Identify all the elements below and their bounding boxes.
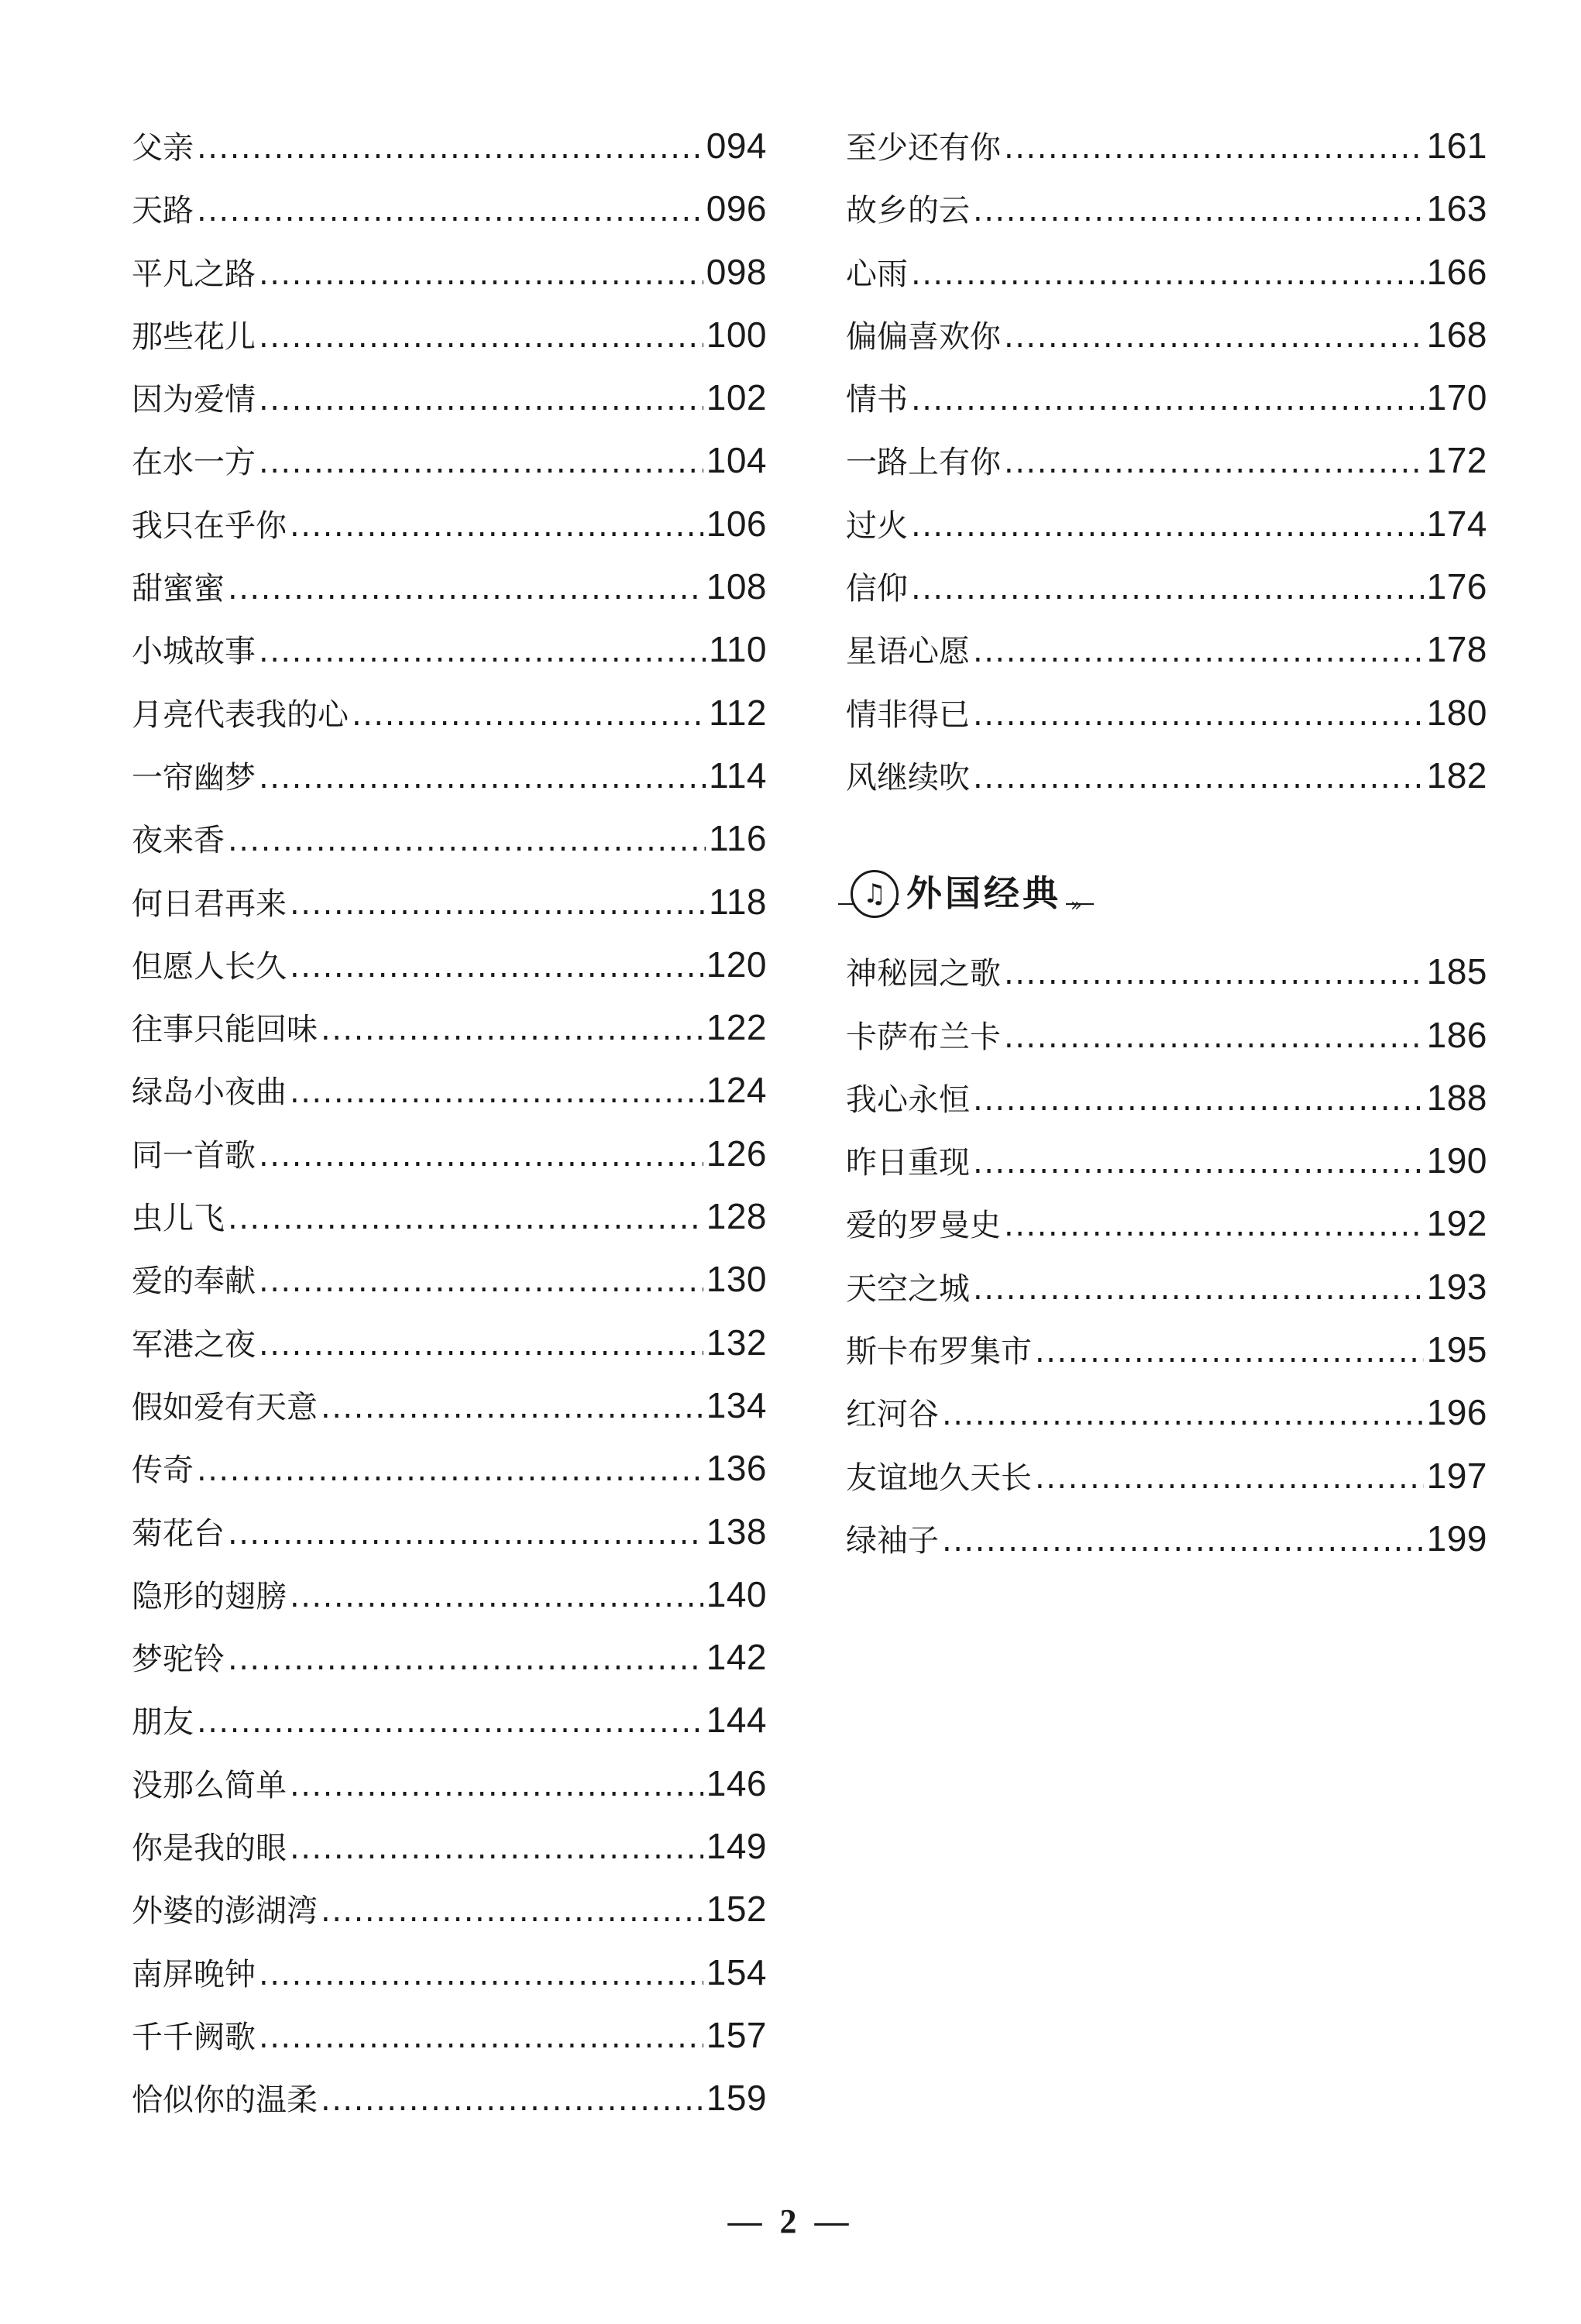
toc-dot-leader	[259, 1125, 703, 1188]
toc-entry-page: 102	[706, 377, 767, 418]
toc-entry-title: 风继续吹	[846, 759, 970, 796]
toc-dot-leader	[228, 1628, 703, 1691]
toc-dot-leader	[290, 495, 703, 558]
toc-entry-title: 父亲	[132, 130, 194, 166]
toc-entry[interactable]	[132, 1248, 767, 1311]
toc-entry[interactable]	[846, 744, 1487, 807]
toc-left-column	[132, 115, 767, 2130]
toc-dot-leader	[973, 1258, 1424, 1321]
toc-entry-page: 174	[1426, 503, 1487, 544]
toc-entry[interactable]	[846, 1004, 1487, 1067]
toc-entry[interactable]	[132, 493, 767, 555]
toc-dot-leader	[228, 810, 706, 872]
toc-dot-leader	[942, 1510, 1424, 1573]
toc-entry-page: 172	[1426, 440, 1487, 481]
toc-dot-leader	[1004, 1195, 1424, 1257]
toc-dot-leader	[1004, 306, 1424, 369]
toc-entry[interactable]	[846, 429, 1487, 492]
toc-entry-page: 180	[1426, 692, 1487, 733]
page-number: — 2 —	[727, 2202, 854, 2240]
toc-dot-leader	[973, 1069, 1424, 1132]
toc-entry[interactable]	[132, 1689, 767, 1752]
toc-dot-leader	[1035, 1447, 1424, 1510]
toc-dot-leader	[290, 1755, 703, 1817]
toc-entry-title: 因为爱情	[132, 382, 256, 418]
toc-entry-title: 在水一方	[132, 445, 256, 481]
toc-entry[interactable]	[846, 366, 1487, 429]
toc-entry-page: 122	[706, 1007, 767, 1048]
toc-entry[interactable]	[846, 940, 1487, 1003]
toc-entry-title: 我心永恒	[846, 1081, 970, 1118]
toc-entry[interactable]	[846, 1318, 1487, 1381]
toc-entry-title: 同一首歌	[132, 1137, 256, 1174]
toc-dot-leader	[911, 558, 1424, 621]
toc-entry[interactable]	[132, 555, 767, 618]
toc-entry[interactable]	[846, 1192, 1487, 1255]
toc-entry[interactable]	[132, 2067, 767, 2130]
toc-entry-page: 096	[706, 188, 767, 229]
toc-dot-leader	[259, 431, 703, 494]
toc-dot-leader	[228, 558, 703, 621]
toc-entry-title: 往事只能回味	[132, 1012, 318, 1048]
toc-entry[interactable]	[132, 1185, 767, 1248]
toc-entry-page: 196	[1426, 1392, 1487, 1433]
toc-entry-page: 112	[709, 692, 767, 733]
toc-entry-title: 情书	[846, 382, 908, 418]
toc-entry-title: 一帘幽梦	[132, 759, 256, 796]
toc-entry[interactable]	[132, 1752, 767, 1815]
toc-dot-leader	[973, 747, 1424, 810]
toc-entry-page: 185	[1426, 951, 1487, 992]
toc-entry-title: 平凡之路	[132, 256, 256, 292]
toc-entry-title: 夜来香	[132, 823, 225, 859]
toc-entry-title: 何日君再来	[132, 885, 287, 922]
toc-dot-leader	[973, 180, 1424, 242]
toc-entry[interactable]	[846, 241, 1487, 304]
toc-entry[interactable]	[132, 1815, 767, 1878]
toc-right-list	[846, 115, 1487, 807]
toc-entry-title: 梦驼铃	[132, 1642, 225, 1678]
toc-entry-title: 那些花儿	[132, 318, 256, 355]
toc-entry-title: 卡萨布兰卡	[846, 1019, 1001, 1055]
toc-entry-title: 一路上有你	[846, 445, 1001, 481]
toc-entry[interactable]	[132, 1312, 767, 1374]
toc-entry-title: 红河谷	[846, 1397, 939, 1433]
toc-dot-leader	[1004, 117, 1424, 180]
toc-entry-page: 124	[706, 1070, 767, 1111]
toc-entry-title: 千千阙歌	[132, 2019, 256, 2055]
toc-entry-page: 193	[1426, 1266, 1487, 1307]
toc-entry-page: 128	[706, 1196, 767, 1237]
toc-entry-page: 134	[706, 1384, 767, 1425]
toc-entry[interactable]	[132, 1374, 767, 1437]
toc-entry[interactable]	[846, 1256, 1487, 1318]
toc-entry[interactable]	[132, 241, 767, 304]
toc-entry-page: 130	[706, 1259, 767, 1300]
toc-entry[interactable]	[846, 115, 1487, 177]
toc-entry-title: 南屏晚钟	[132, 1956, 256, 1992]
toc-entry-page: 166	[1426, 251, 1487, 292]
toc-entry-page: 100	[706, 314, 767, 355]
toc-dot-leader	[259, 1944, 703, 2006]
toc-entry-page: 136	[706, 1448, 767, 1489]
toc-entry-page: 116	[709, 818, 767, 859]
toc-entry-title: 传奇	[132, 1452, 194, 1489]
toc-entry-title: 至少还有你	[846, 130, 1001, 166]
toc-entry-title: 我只在乎你	[132, 507, 287, 544]
toc-entry[interactable]	[846, 493, 1487, 555]
toc-entry-page: 118	[709, 881, 767, 922]
toc-entry-page: 126	[706, 1133, 767, 1174]
toc-entry-page: 152	[706, 1889, 767, 1930]
toc-entry[interactable]	[846, 682, 1487, 744]
toc-entry[interactable]	[132, 429, 767, 492]
toc-entry[interactable]	[132, 1501, 767, 1563]
toc-entry-page: 157	[706, 2014, 767, 2055]
toc-entry-page: 192	[1426, 1203, 1487, 1244]
toc-dot-leader	[321, 1377, 703, 1439]
toc-entry-page: 110	[709, 629, 767, 670]
toc-entry-page: 108	[706, 566, 767, 607]
toc-dot-leader	[290, 1566, 703, 1628]
toc-entry-page: 161	[1426, 125, 1487, 166]
toc-entry-page: 140	[706, 1573, 767, 1614]
toc-entry[interactable]	[132, 1059, 767, 1122]
toc-entry-page: 094	[706, 125, 767, 166]
toc-entry[interactable]	[132, 618, 767, 681]
toc-entry-page: 195	[1426, 1329, 1487, 1370]
toc-entry-title: 你是我的眼	[132, 1831, 287, 1867]
toc-entry[interactable]	[846, 1067, 1487, 1129]
toc-entry-page: 168	[1426, 314, 1487, 355]
toc-dot-leader	[197, 180, 703, 242]
toc-entry-page: 146	[706, 1762, 767, 1803]
toc-entry-page: 114	[709, 755, 767, 796]
toc-entry-title: 偏偏喜欢你	[846, 318, 1001, 355]
toc-entry-title: 天路	[132, 193, 194, 229]
section-title: 外国经典	[899, 865, 1066, 916]
toc-entry-page: 186	[1426, 1014, 1487, 1055]
toc-entry[interactable]	[846, 304, 1487, 366]
toc-dot-leader	[290, 873, 706, 936]
toc-dot-leader	[321, 999, 703, 1061]
toc-dot-leader	[1004, 431, 1424, 494]
toc-entry-title: 绿岛小夜曲	[132, 1074, 287, 1111]
toc-entry-page: 120	[706, 944, 767, 985]
toc-entry-title: 朋友	[132, 1704, 194, 1741]
toc-entry[interactable]	[132, 744, 767, 807]
toc-entry-title: 菊花台	[132, 1515, 225, 1552]
toc-entry-title: 心雨	[846, 256, 908, 292]
toc-dot-leader	[259, 747, 706, 810]
toc-dot-leader	[321, 2069, 703, 2132]
toc-entry-page: 149	[706, 1826, 767, 1867]
toc-entry-page: 178	[1426, 629, 1487, 670]
toc-entry-title: 甜蜜蜜	[132, 571, 225, 607]
toc-dot-leader	[197, 1691, 703, 1754]
toc-entry-page: 138	[706, 1511, 767, 1552]
toc-dot-leader	[973, 621, 1424, 683]
toc-entry[interactable]	[846, 555, 1487, 618]
toc-entry-page: 104	[706, 440, 767, 481]
toc-entry-page: 142	[706, 1637, 767, 1678]
toc-entry[interactable]	[846, 618, 1487, 681]
toc-dot-leader	[259, 2006, 703, 2069]
toc-entry[interactable]	[132, 1122, 767, 1185]
toc-entry-title: 爱的罗曼史	[846, 1208, 1001, 1244]
toc-entry-title: 月亮代表我的心	[132, 696, 349, 733]
toc-entry-title: 友谊地久天长	[846, 1459, 1032, 1496]
toc-entry-title: 情非得已	[846, 696, 970, 733]
toc-entry[interactable]	[132, 115, 767, 177]
toc-entry-title: 军港之夜	[132, 1326, 256, 1363]
toc-entry[interactable]	[846, 177, 1487, 240]
toc-entry-title: 没那么简单	[132, 1767, 287, 1803]
toc-entry[interactable]	[132, 1626, 767, 1689]
toc-dot-leader	[290, 1061, 703, 1124]
toc-entry[interactable]	[132, 366, 767, 429]
toc-section-list	[846, 940, 1487, 1570]
toc-entry-page: 182	[1426, 755, 1487, 796]
toc-dot-leader	[911, 495, 1424, 558]
toc-entry-page: 176	[1426, 566, 1487, 607]
toc-dot-leader	[973, 1132, 1424, 1195]
toc-dot-leader	[942, 1384, 1424, 1446]
toc-dot-leader	[197, 1439, 703, 1502]
toc-dot-leader	[259, 621, 706, 683]
toc-entry-title: 隐形的翅膀	[132, 1578, 287, 1614]
toc-entry[interactable]	[132, 996, 767, 1059]
toc-entry-title: 爱的奉献	[132, 1263, 256, 1300]
toc-entry[interactable]	[846, 1129, 1487, 1192]
toc-entry-page: 163	[1426, 188, 1487, 229]
toc-dot-leader	[352, 684, 706, 747]
toc-entry-title: 过火	[846, 507, 908, 544]
toc-entry-page: 154	[706, 1951, 767, 1992]
toc-dot-leader	[259, 1250, 703, 1313]
toc-entry-page: 188	[1426, 1077, 1487, 1118]
toc-entry[interactable]	[132, 1941, 767, 2004]
toc-entry-title: 外婆的澎湖湾	[132, 1893, 318, 1930]
toc-dot-leader	[290, 936, 703, 999]
toc-entry[interactable]	[846, 1381, 1487, 1444]
toc-dot-leader	[1004, 943, 1424, 1006]
toc-entry-page: 197	[1426, 1455, 1487, 1496]
music-note-icon: ♫	[851, 870, 899, 918]
toc-entry[interactable]	[132, 1437, 767, 1500]
toc-entry-page: 106	[706, 503, 767, 544]
toc-entry[interactable]	[846, 1445, 1487, 1508]
toc-entry[interactable]	[132, 807, 767, 870]
toc-entry[interactable]	[132, 2004, 767, 2067]
toc-entry[interactable]	[132, 1563, 767, 1626]
toc-entry-title: 天空之城	[846, 1270, 970, 1307]
toc-dot-leader	[973, 684, 1424, 747]
section-mark: »	[1071, 894, 1082, 916]
toc-entry-page: 170	[1426, 377, 1487, 418]
toc-entry-title: 信仰	[846, 571, 908, 607]
toc-dot-leader	[290, 1817, 703, 1880]
toc-entry-page: 144	[706, 1700, 767, 1741]
toc-dot-leader	[911, 369, 1424, 431]
toc-entry[interactable]	[846, 1508, 1487, 1570]
toc-dot-leader	[259, 369, 703, 431]
toc-entry-title: 斯卡布罗集市	[846, 1334, 1032, 1370]
toc-entry[interactable]	[132, 933, 767, 996]
toc-dot-leader	[259, 1314, 703, 1377]
toc-entry-title: 小城故事	[132, 634, 256, 670]
section-header	[846, 847, 1487, 940]
toc-dot-leader	[228, 1503, 703, 1566]
toc-entry[interactable]	[132, 871, 767, 933]
toc-entry-title: 但愿人长久	[132, 948, 287, 985]
toc-entry-page: 199	[1426, 1518, 1487, 1559]
toc-dot-leader	[197, 117, 703, 180]
toc-entry-title: 昨日重现	[846, 1145, 970, 1181]
toc-entry-title: 假如爱有天意	[132, 1389, 318, 1425]
toc-right-column	[846, 115, 1487, 1570]
toc-entry-title: 神秘园之歌	[846, 956, 1001, 992]
toc-dot-leader	[1004, 1006, 1424, 1069]
toc-entry-title: 虫儿飞	[132, 1201, 225, 1237]
toc-dot-leader	[321, 1880, 703, 1943]
toc-entry[interactable]	[132, 304, 767, 366]
toc-dot-leader	[911, 243, 1424, 306]
toc-dot-leader	[1035, 1321, 1424, 1384]
toc-entry[interactable]	[132, 177, 767, 240]
toc-entry-title: 绿袖子	[846, 1522, 939, 1559]
toc-entry[interactable]	[132, 682, 767, 744]
toc-entry-page: 132	[706, 1322, 767, 1363]
toc-dot-leader	[259, 306, 703, 369]
toc-dot-leader	[259, 243, 703, 306]
toc-entry-title: 恰似你的温柔	[132, 2082, 318, 2119]
toc-entry-page: 159	[706, 2078, 767, 2119]
toc-entry-page: 098	[706, 251, 767, 292]
toc-entry[interactable]	[132, 1878, 767, 1941]
toc-entry-title: 故乡的云	[846, 193, 970, 229]
toc-entry-title: 星语心愿	[846, 634, 970, 670]
toc-dot-leader	[228, 1188, 703, 1250]
toc-entry-page: 190	[1426, 1140, 1487, 1181]
